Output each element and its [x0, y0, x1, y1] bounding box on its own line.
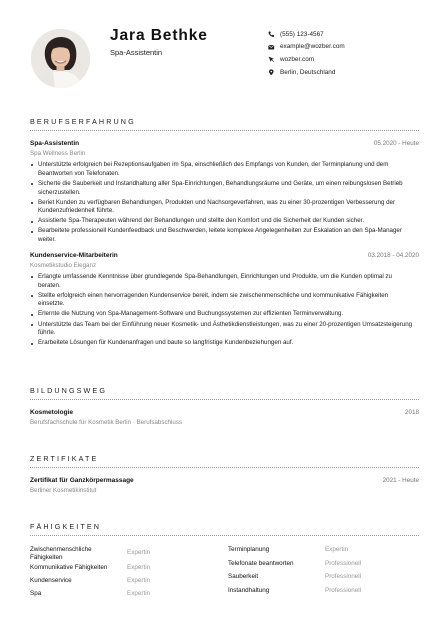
skills-column-right — [228, 546, 419, 600]
list-item: Sicherte die Sauberkeit und Instandhaltung aller Spa-Einrichtungen, Behandlungsräume und Geräte, um einen reibungslosen Betrieb sicherzustellen. — [30, 180, 419, 197]
section-divider — [30, 535, 419, 536]
avatar — [31, 29, 90, 88]
contact-phone — [268, 28, 345, 41]
section-title: BERUFSERFAHRUNG — [30, 117, 136, 126]
job-company: Spa Wellness Berlin — [30, 150, 86, 157]
certificate-title: Zertifikat für Ganzkörpermassage — [30, 477, 134, 484]
contact-list — [268, 28, 345, 78]
list-item: Beriet Kunden zu verfügbaren Behandlungen, Produkten und Nachsorgeverfahren, was zu einer 30-prozentigen Verbesserung der Kundenzufriedenheit führte. — [30, 199, 419, 216]
skill-name: Zwischenmenschliche Fähigkeiten — [30, 546, 92, 561]
contact-location — [268, 66, 345, 79]
section-title: BILDUNGSWEG — [30, 386, 108, 395]
list-item: Erarbeitete Lösungen für Kundenanfragen und baute so langfristige Kundenbeziehungen auf. — [30, 339, 419, 348]
profile-photo — [31, 29, 90, 88]
section-title: ZERTIFIKATE — [30, 454, 99, 463]
map-pin-icon — [268, 69, 280, 76]
skill-name: Telefonate beantworten — [228, 559, 294, 567]
list-item: Assistierte Spa-Therapeuten während der Behandlungen und stellte den Komfort und die Sicherheit der Kunden sicher. — [30, 217, 419, 226]
skill-name: Sauberkeit — [228, 573, 259, 580]
job-date: 05.2020 - Heute — [373, 140, 419, 147]
job-title: Kundenservice-Mitarbeiterin — [30, 251, 118, 259]
certificates-section — [30, 453, 419, 495]
section-divider — [30, 467, 419, 468]
section-title: FÄHIGKEITEN — [30, 522, 102, 531]
skill-name: Instandhaltung — [228, 586, 270, 594]
skill-level: Professionell — [325, 573, 362, 580]
list-item: Erlangte umfassende Kenntnisse über grundlegende Spa-Behandlungen, Einrichtungen und Produkte, um die Kunden optimal zu beraten. — [30, 273, 419, 290]
education-section — [30, 385, 419, 427]
skill-name: Kundenservice — [30, 577, 72, 584]
website-text[interactable]: wozber.com — [280, 55, 315, 63]
list-item: Stellte erfolgreich einen hervorragenden Kundenservice bereit, indem sie zwischenmenschliche und kommunikative Fähigkeiten einsetzte. — [30, 292, 419, 309]
skill-item — [228, 573, 419, 587]
skill-level: Expertin — [325, 546, 349, 553]
candidate-role: Spa-Assistentin — [110, 48, 163, 57]
skill-item — [30, 590, 215, 603]
section-divider — [30, 399, 419, 400]
candidate-name: Jara Bethke — [110, 27, 208, 44]
location-text: Berlin, Deutschland — [280, 68, 336, 76]
experience-section — [30, 116, 419, 349]
email-text[interactable]: example@wozber.com — [280, 43, 345, 51]
list-item: Unterstützte erfolgreich bei Rezeptionsaufgaben im Spa, einschließlich des Empfangs von Kunden, der Terminplanung und dem Beantworten von Telefonaten. — [30, 161, 419, 178]
skills-column-left — [30, 546, 215, 603]
list-item: Erlernte die Nutzung von Spa-Management-Software und Buchungssystemen zur effizienten Terminverwaltung. — [30, 310, 419, 319]
job-entry — [30, 140, 419, 245]
education-title: Kosmetologie — [30, 409, 73, 416]
certificate-entry — [30, 477, 419, 495]
skill-level: Expertin — [127, 549, 151, 556]
skill-level: Expertin — [127, 577, 151, 584]
contact-website — [268, 53, 345, 66]
education-date: 2018 — [404, 409, 419, 416]
skill-item — [30, 546, 215, 564]
certificate-date: 2021 - Heute — [382, 477, 419, 484]
job-entry — [30, 252, 419, 348]
skill-item — [228, 546, 419, 560]
job-bullets — [30, 161, 419, 245]
skill-name: Spa — [30, 590, 42, 597]
list-item: Unterstützte das Team bei der Einführung neuer Kosmetik- und Ästhetikdienstleistungen, was zu einer 20-prozentigen Umsatzsteigerung führte. — [30, 321, 419, 338]
skill-item — [228, 560, 419, 574]
phone-icon — [268, 31, 280, 38]
envelope-icon — [268, 44, 280, 51]
job-title: Spa-Assistentin — [30, 140, 80, 147]
link-icon — [268, 56, 280, 63]
certificate-issuer: Berliner Kosmetikinstitut — [30, 487, 97, 494]
contact-email — [268, 41, 345, 54]
job-company: Kosmetikstudio Eleganz — [30, 261, 97, 269]
skill-item — [30, 564, 215, 577]
job-bullets — [30, 273, 419, 348]
skill-level: Expertin — [127, 590, 151, 597]
job-date: 03.2018 - 04.2020 — [367, 251, 419, 259]
skill-name: Kommunikative Fähigkeiten — [30, 564, 108, 571]
skill-level: Expertin — [127, 564, 151, 571]
skill-item — [228, 587, 419, 601]
section-divider — [30, 130, 419, 131]
education-detail: Berufsfachschule für Kosmetik Berlin · Berufsabschluss — [30, 419, 183, 426]
skills-section — [30, 521, 419, 606]
skill-name: Terminplanung — [228, 546, 270, 553]
education-entry — [30, 409, 419, 427]
resume-header — [0, 0, 448, 100]
skill-item — [30, 577, 215, 590]
skills-grid — [30, 546, 419, 606]
skill-level: Professionell — [325, 586, 362, 594]
skill-level: Professionell — [325, 559, 362, 567]
phone-text[interactable]: (555) 123-4567 — [280, 30, 324, 38]
list-item: Bearbeitete professionell Kundenfeedback und Beschwerden, leitete komplexe Angelegenheiten zur Eskalation an den Spa-Manager weiter. — [30, 227, 419, 244]
